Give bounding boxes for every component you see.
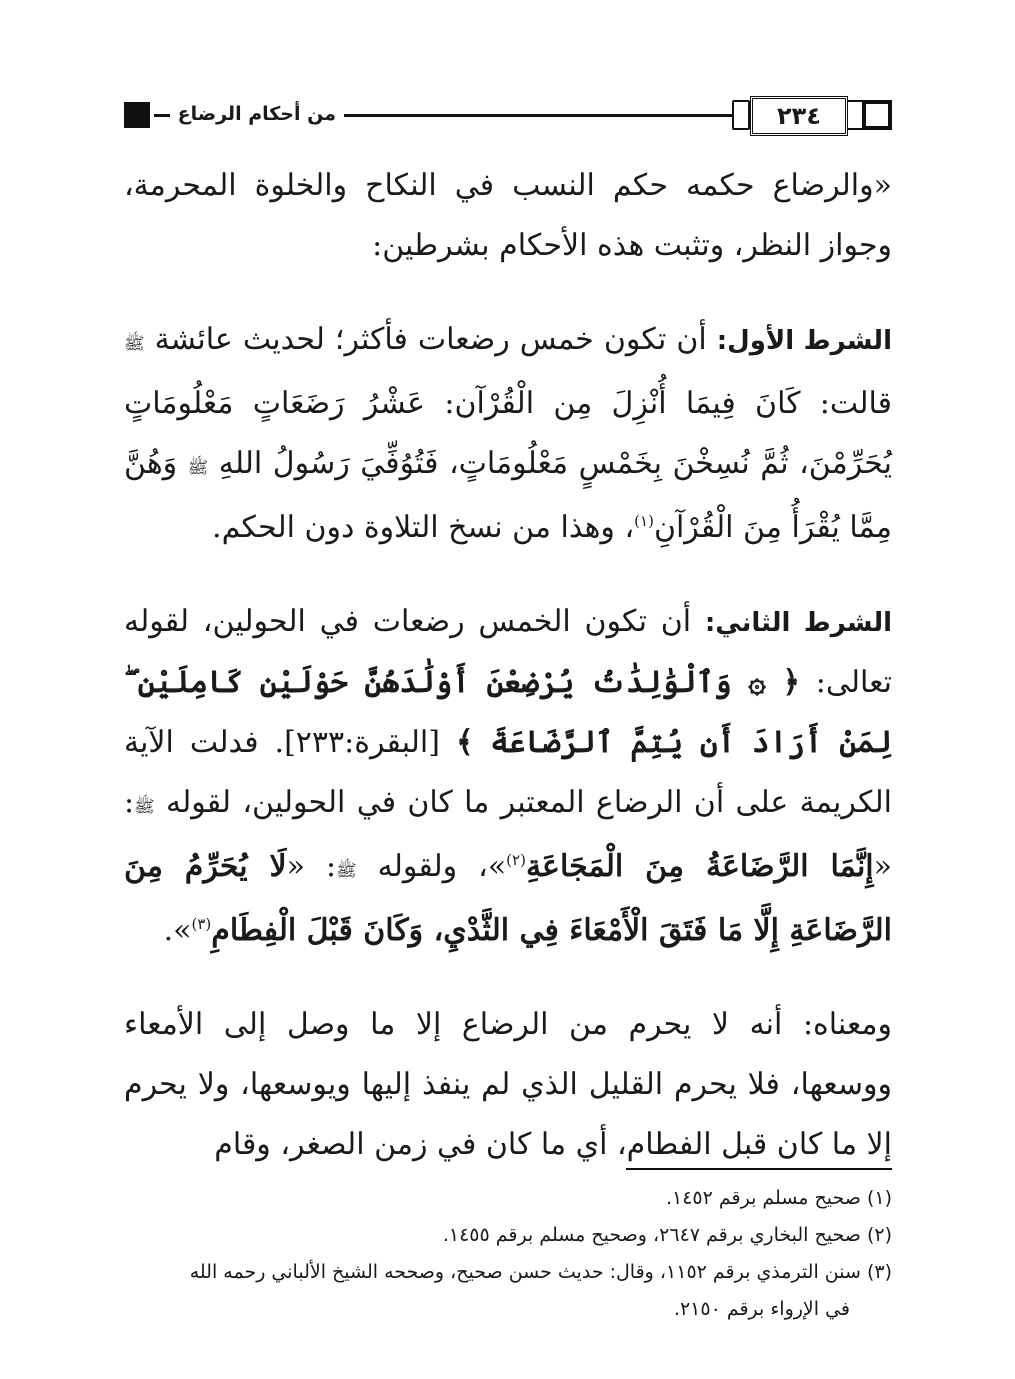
footnote-ref-2: (٢) [506, 851, 526, 869]
footnote-2: (٢) صحيح البخاري برقم ٢٦٤٧، وصحيح مسلم برقم ١٤٥٥. [442, 1224, 892, 1246]
hadith-famine: إِنَّمَا الرَّضَاعَةُ مِنَ الْمَجَاعَةِ [525, 849, 874, 884]
footnote-ref-3: (٣) [191, 915, 212, 933]
footnotes [124, 1180, 892, 1328]
footnote-3-continuation: في الإرواء برقم ٢١٥٠. [673, 1298, 850, 1320]
honorific-rahimahullah: رحمه الله [189, 1261, 266, 1283]
footnote-3-text: (٣) سنن الترمذي برقم ١١٥٢، وقال: حديث حسن صحيح، وصححه الشيخ الألباني [271, 1261, 892, 1283]
header-ornament-square-right [862, 100, 892, 130]
page-number: ٢٣٤ [750, 96, 848, 136]
quote-open: : « [124, 785, 892, 884]
frame-knot-left [732, 100, 750, 130]
second-condition-text: أن تكون الخمس رضعات في الحولين، لقوله تعالى: [124, 604, 892, 700]
honorific-glyph: ﷺ [124, 334, 145, 354]
verse-reference-text: [البقرة:٢٣٣]. فدلت الآية الكريمة على أن الرضاع المعتبر ما كان في الحولين، لقوله [124, 725, 892, 820]
hadith-weaning: لَا يُحَرِّمُ مِنَ الرَّضَاعَةِ إِلَّا مَا فَتَقَ الْأَمْعَاءَ فِي الثَّدْيِ، وَكَانَ قَبْلَ الْفِطَامِ [124, 849, 892, 948]
first-condition-tail: ، وهذا من نسخ التلاوة دون الحكم. [212, 510, 635, 545]
paragraph-first-condition [124, 310, 892, 558]
footnote-ref-1: (١) [634, 512, 654, 530]
connector-text: »، ولقوله [377, 849, 507, 884]
first-condition-text: أن تكون خمس رضعات فأكثر؛ لحديث عائشة [154, 322, 707, 357]
hadith-aisha-end: وَهُنَّ مِمَّا يُقْرَأُ مِنَ الْقُرْآنِ [124, 446, 892, 545]
main-text [124, 156, 892, 1175]
honorific-glyph: ﷺ [336, 861, 357, 881]
quote-open: : « [286, 849, 337, 884]
footnote-1: (١) صحيح مسلم برقم ١٤٥٢. [665, 1187, 892, 1209]
first-condition-heading: الشرط الأول: [716, 326, 892, 356]
footnote-3 [124, 1254, 892, 1328]
page-header [124, 92, 892, 140]
quote-close: ». [163, 913, 192, 948]
second-condition-heading: الشرط الثاني: [704, 608, 892, 638]
honorific-glyph: ﷺ [187, 458, 209, 478]
paragraph-intro: «والرضاع حكمه حكم النسب في النكاح والخلوة المحرمة، وجواز النظر، وتثبت هذه الأحكام بشرطين: [124, 168, 892, 263]
quran-verse: ﴿ ۞ وَٱلْوَٰلِدَٰتُ يُرْضِعْنَ أَوْلَٰدَهُنَّ حَوْلَيْنِ كَامِلَيْنِ ۖ لِمَنْ أَرَادَ أَن يُتِمَّ ٱلرَّضَاعَةَ ﴾ [124, 665, 892, 760]
frame-knot-right [846, 100, 864, 130]
running-title: من أحكام الرضاع [170, 92, 344, 136]
hadith-aisha-text: قالت: كَانَ فِيمَا أُنْزِلَ مِن الْقُرْآن: عَشْرُ رَضَعَاتٍ مَعْلُومَاتٍ يُحَرِّمْنَ، ثُمَّ نُسِخْنَ بِخَمْسٍ مَعْلُومَاتٍ، فَتُوُفِّيَ رَسُولُ اللهِ [124, 386, 892, 481]
page-number-frame [732, 92, 864, 136]
paragraph-meaning: ومعناه: أنه لا يحرم من الرضاع إلا ما وصل إلى الأمعاء ووسعها، فلا يحرم القليل الذي لم ينفذ إليها ويوسعها، ولا يحرم إلا ما كان قبل الفطام، أي ما كان في زمن الصغر، وقام [124, 1007, 892, 1162]
footnote-separator [626, 1168, 892, 1170]
paragraph-second-condition [124, 592, 892, 961]
header-ornament-square-left [124, 102, 150, 128]
honorific-glyph: ﷺ [134, 797, 155, 817]
